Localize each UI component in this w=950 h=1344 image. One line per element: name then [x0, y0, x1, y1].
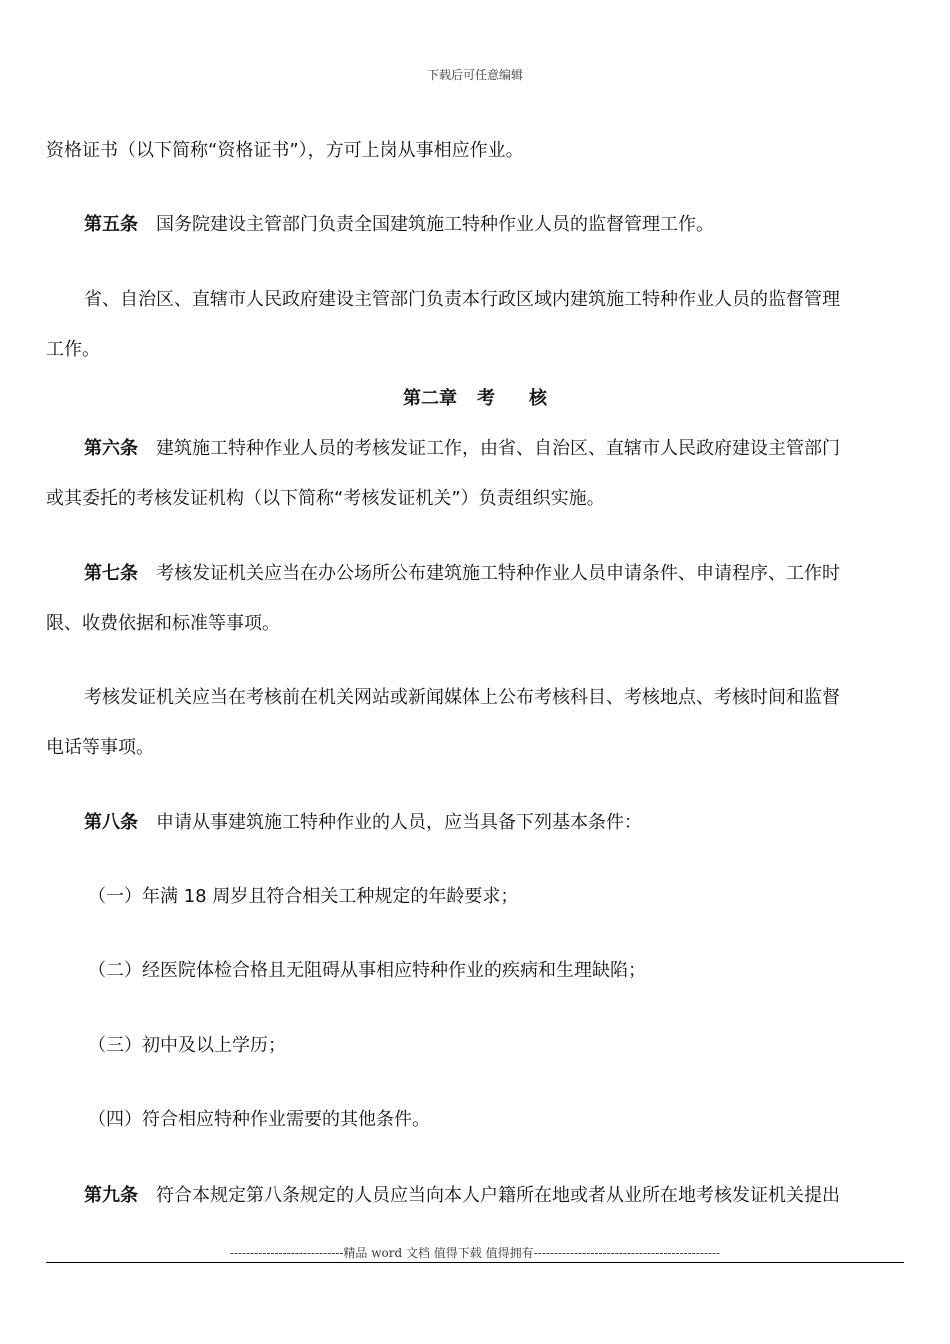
article-6-label: 第六条 [84, 438, 138, 459]
article-8-text: 申请从事建筑施工特种作业的人员，应当具备下列基本条件： [156, 812, 642, 833]
list-item: （一）年满 18 周岁且符合相关工种规定的年龄要求； [88, 886, 519, 907]
chapter-label: 第二章 [403, 388, 457, 409]
paragraph-line: 工作。 [46, 339, 100, 360]
article-9-text: 符合本规定第八条规定的人员应当向本人户籍所在地或者从业所在地考核发证机关提出 [156, 1185, 840, 1206]
paragraph-line: 资格证书（以下简称“资格证书”），方可上岗从事相应作业。 [46, 140, 524, 161]
article-7-label: 第七条 [84, 563, 138, 584]
article-5-label: 第五条 [84, 214, 138, 235]
chapter-title-char: 考 [477, 388, 495, 409]
list-item: （四）符合相应特种作业需要的其他条件。 [88, 1109, 430, 1130]
article-9-label: 第九条 [84, 1185, 138, 1206]
article-5 [46, 212, 944, 238]
article-8 [46, 810, 944, 836]
page-header-note: 下载后可任意编辑 [426, 68, 523, 82]
article-6-text: 建筑施工特种作业人员的考核发证工作，由省、自治区、直辖市人民政府建设主管部门 [156, 438, 840, 459]
list-item: （二）经医院体检合格且无阻碍从事相应特种作业的疾病和生理缺陷； [88, 960, 646, 981]
list-item: （三）初中及以上学历； [88, 1035, 286, 1056]
chapter-title-char: 核 [529, 388, 547, 409]
article-5-text: 国务院建设主管部门负责全国建筑施工特种作业人员的监督管理工作。 [156, 214, 714, 235]
paragraph-line: 限、收费依据和标准等事项。 [46, 613, 280, 634]
paragraph-line: 考核发证机关应当在考核前在机关网站或新闻媒体上公布考核科目、考核地点、考核时间和监督 [84, 687, 840, 708]
article-7 [46, 561, 944, 587]
paragraph-line: 省、自治区、直辖市人民政府建设主管部门负责本行政区域内建筑施工特种作业人员的监督管理 [84, 289, 840, 310]
page-footer-note: ----------------------------精品 word 文档 值得下载 值得拥有---------------------------------------------- [229, 1246, 721, 1260]
article-8-label: 第八条 [84, 812, 138, 833]
article-9 [46, 1183, 944, 1209]
chapter-heading [0, 386, 950, 412]
paragraph-line: 电话等事项。 [46, 737, 154, 758]
article-7-text: 考核发证机关应当在办公场所公布建筑施工特种作业人员申请条件、申请程序、工作时 [156, 563, 840, 584]
footer-divider [46, 1262, 904, 1263]
article-6 [46, 436, 944, 462]
paragraph-line: 或其委托的考核发证机构（以下简称“考核发证机关”）负责组织实施。 [46, 488, 605, 509]
